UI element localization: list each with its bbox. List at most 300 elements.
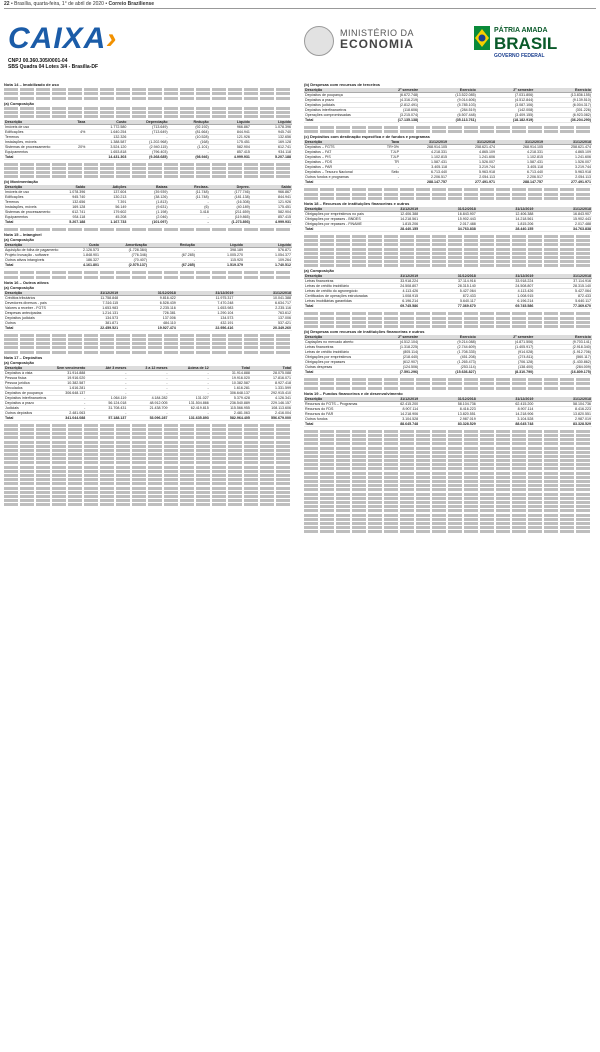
column-header: 2º semestre <box>362 88 420 93</box>
table-row <box>304 370 592 375</box>
table-cell: 3.405.118 <box>400 165 448 170</box>
text-line <box>304 235 592 238</box>
table-row <box>4 415 292 420</box>
table-cell: (5.785.103) <box>419 103 477 108</box>
strip-separator-2: • <box>105 1 108 7</box>
coat-of-arms-icon <box>304 26 334 56</box>
table-cell: 5.427.064 <box>534 289 592 294</box>
table-cell: 582.904 <box>251 210 292 215</box>
government-logo <box>494 26 557 61</box>
table-cell: 2.017.488 <box>419 221 477 226</box>
table-cell: 236.540.889 <box>210 400 251 405</box>
table-cell: 258.621.474 <box>448 145 496 150</box>
column-header: Até 3 meses <box>86 366 127 371</box>
table-cell: 872.433 <box>534 294 592 299</box>
table-cell: TR+3% <box>352 145 400 150</box>
table-cell: 88.645.748 <box>362 421 420 426</box>
table-cell: - <box>127 410 168 415</box>
table-cell: 1.102.815 <box>496 155 544 160</box>
table-cell: (168) <box>169 139 210 144</box>
table-cell: Total <box>4 154 45 159</box>
table-cell: 341.044.088 <box>45 415 86 420</box>
section-title: (b) Despesas com recursos de instituições financeiras e outros <box>304 329 425 335</box>
table-cell: - <box>169 149 210 154</box>
table-cell: Depósitos – PIS <box>304 155 352 160</box>
table-cell: 537.421 <box>234 320 292 325</box>
text-line <box>304 325 592 328</box>
table-cell: 292.915.410 <box>251 390 292 395</box>
table-cell: 2.126.573 <box>52 248 100 253</box>
table-cell: 1.526.007 <box>448 160 496 165</box>
table-cell: (1.101) <box>169 144 210 149</box>
text-line <box>4 88 292 91</box>
table-cell: Despesas antecipadas <box>4 310 62 315</box>
column-header: 31/12/2019 <box>477 397 535 402</box>
table-cell: - <box>127 134 168 139</box>
table-cell: (81.664) <box>169 129 210 134</box>
table-cell: Outras despesas <box>304 365 362 370</box>
text-line <box>304 239 592 242</box>
text-line <box>4 461 292 464</box>
table-cell: 1.616.281 <box>45 385 86 390</box>
table-cell: 381.871 <box>62 320 120 325</box>
table-cell: Obrigações por empréstimos <box>304 355 362 360</box>
table-cell: Depósitos à vista <box>4 370 45 375</box>
table-cell: - <box>148 248 196 253</box>
table-cell: Terrenos <box>4 134 45 139</box>
table-cell: Outros <box>4 320 62 325</box>
table-cell: 1.008.915 <box>362 294 420 299</box>
table-cell: Total <box>304 370 362 375</box>
table-cell: (1.265.473) <box>419 360 477 365</box>
table-cell: 1.241.606 <box>448 155 496 160</box>
table-cell: 2.481.063 <box>45 410 86 415</box>
section-title: Nota 14 – Imobilizado de uso <box>4 82 59 87</box>
text-line <box>304 484 592 487</box>
table-cell: 4.126.341 <box>251 395 292 400</box>
table-cell: 115.920 <box>196 258 244 263</box>
table-cell: 582.904 <box>210 144 251 149</box>
text-line <box>4 111 292 114</box>
table-cell: 22.956.416 <box>177 325 235 330</box>
text-line <box>4 491 292 494</box>
address-text: SBS Quadra 04 Lotes 3/4 - Brasília-DF <box>8 64 99 70</box>
column-header: Adições <box>86 185 127 190</box>
text-line <box>4 167 292 170</box>
table-cell: (1.405.917) <box>477 345 535 350</box>
column-header: Custo <box>52 243 100 248</box>
text-line <box>304 317 592 320</box>
right-column <box>304 82 592 1048</box>
table-cell: 19.927.474 <box>119 325 177 330</box>
column-header: 3 a 12 meses <box>127 366 168 371</box>
table-cell: 37.114.916 <box>534 279 592 284</box>
table-cell: 1.005.270 <box>196 253 244 258</box>
table-cell: 69.745.586 <box>362 304 420 309</box>
table-cell: (1.430.862) <box>534 360 592 365</box>
section-title: (b) Despesas com recursos de terceiros <box>304 82 381 87</box>
table-cell: 6.528.439 <box>119 300 177 305</box>
table-cell: 1.815.206 <box>362 221 420 226</box>
table-cell: Depósitos – Tesouro Nacional <box>305 170 353 175</box>
table-cell: 8.416.223 <box>419 406 477 411</box>
table-cell: Total <box>304 421 362 426</box>
table-cell: 1.616.281 <box>210 385 251 390</box>
table-cell: (451.208) <box>419 355 477 360</box>
table-cell: 62.415.200 <box>477 401 535 406</box>
column-header: Redução <box>148 243 196 248</box>
table-cell: 1.241.606 <box>544 155 592 160</box>
table-cell: 21.438.709 <box>127 405 168 410</box>
text-line <box>304 193 592 196</box>
company-info <box>8 58 98 70</box>
table-cell: Selic <box>352 170 400 175</box>
table-cell: Vinculados <box>4 385 45 390</box>
table-cell: 1.214.131 <box>62 310 120 315</box>
table-cell: 5.379.428 <box>210 395 251 400</box>
table-row <box>304 180 592 185</box>
table-cell: (13.522.085) <box>419 93 477 98</box>
text-line <box>304 530 592 533</box>
table-cell: (67.285) <box>148 253 196 258</box>
table-cell: Depósitos a prazo <box>304 98 362 103</box>
table-cell: - <box>169 375 210 380</box>
column-header: Deprec. <box>210 185 251 190</box>
table-cell: Total <box>4 263 52 268</box>
table-cell: (9.268.685) <box>127 154 168 159</box>
table-cell: Letras imobiliárias garantidas <box>304 299 362 304</box>
text-line <box>4 478 292 481</box>
column-header: Saldo <box>45 185 86 190</box>
table-cell: (118.606) <box>362 108 420 113</box>
table-row <box>4 154 292 159</box>
section-title: Nota 17 – Depósitos <box>4 354 43 360</box>
table-cell: 872.433 <box>419 294 477 299</box>
table-cell: Aquisição de folha de pagamento <box>5 248 59 253</box>
table-cell: (2.575.137) <box>100 263 148 268</box>
financial-table <box>4 366 292 421</box>
table-cell: Depósitos – FDS <box>304 160 352 165</box>
strip-separator: • <box>10 1 13 7</box>
table-cell: 12.406.388 <box>477 211 535 216</box>
text-line <box>4 171 292 174</box>
table-cell: 1.290.104 <box>177 310 235 315</box>
text-line <box>4 92 292 95</box>
table-cell: 3.524.120 <box>86 144 127 149</box>
column-header: 31/12/2018 <box>119 291 177 296</box>
table-cell: 1.054.377 <box>244 253 292 258</box>
table-cell: 1.167.733 <box>86 220 127 225</box>
table-cell: Instalações, móveis <box>4 139 45 144</box>
table-cell: - <box>148 258 196 263</box>
table-cell: 137.604 <box>86 190 127 195</box>
section-title: (c) Depósitos com destinação específica e de fundos e programas <box>304 134 430 140</box>
table-cell: 582.964.405 <box>210 415 251 420</box>
table-row <box>304 118 592 123</box>
column-header: Descrição <box>304 274 362 279</box>
text-line <box>4 107 292 110</box>
column-header: Saldo <box>251 185 292 190</box>
text-line <box>4 453 292 456</box>
table-cell: 22.459.521 <box>62 325 120 330</box>
text-line <box>304 451 592 454</box>
table-cell: TJLP <box>352 150 400 155</box>
table-cell: 13.820.551 <box>419 411 477 416</box>
table-cell: 288.147.757 <box>496 180 544 185</box>
table-cell: 77.369.670 <box>534 304 592 309</box>
table-cell: (67.285) <box>148 263 196 268</box>
text-line <box>304 197 592 200</box>
text-line <box>304 188 592 191</box>
table-cell: 277.491.971 <box>448 180 496 185</box>
table-row <box>4 263 292 268</box>
text-line <box>304 434 592 437</box>
column-header: 31/12/2019 <box>362 207 420 212</box>
section-subtitle: (a) Composição <box>4 237 35 243</box>
column-header: Descrição <box>304 88 362 93</box>
table-cell: 277.491.971 <box>544 180 592 185</box>
table-cell: 11.758.848 <box>62 295 120 300</box>
table-cell: Outros fundos e programas <box>304 175 352 180</box>
text-line <box>304 509 592 512</box>
table-cell: (6) <box>169 205 210 210</box>
table-cell: (6.672.748) <box>362 93 420 98</box>
column-header: 31/12/2018 <box>419 397 477 402</box>
table-cell: 1.640.254 <box>86 129 127 134</box>
table-cell: 17.816.071 <box>251 375 292 380</box>
table-cell: Total <box>304 226 362 231</box>
table-cell: 1.653.818 <box>86 149 127 154</box>
table-cell: 10.382.587 <box>45 380 86 385</box>
table-cell: 2.054.113 <box>448 175 496 180</box>
table-row <box>304 421 592 426</box>
table-cell: 57.188.137 <box>86 415 127 420</box>
column-header: 31/12/2018 <box>534 207 592 212</box>
financial-table <box>304 274 592 309</box>
table-cell: 966.867 <box>210 124 251 129</box>
financial-table <box>304 335 592 375</box>
patria-line2: BRASIL <box>494 34 558 53</box>
table-cell: 2.481.063 <box>210 410 251 415</box>
table-cell: Pessoa física <box>4 375 45 380</box>
table-cell: (40.189) <box>210 205 251 210</box>
text-line <box>304 505 592 508</box>
table-cell: (177.746) <box>210 190 251 195</box>
caixa-logo-mark: › <box>106 22 118 55</box>
table-cell: - <box>127 375 168 380</box>
table-cell: 121.926 <box>210 134 251 139</box>
table-cell: 4.865.109 <box>544 150 592 155</box>
table-cell: 16.843.907 <box>534 211 592 216</box>
table-cell: 5.963.918 <box>448 170 496 175</box>
column-header: 31/12/2018 <box>419 207 477 212</box>
table-cell: 69.745.586 <box>477 304 535 309</box>
table-cell: - <box>86 380 127 385</box>
table-cell: 33.918.224 <box>477 279 535 284</box>
text-line <box>304 501 592 504</box>
table-cell: Total <box>304 304 362 309</box>
table-cell: TR <box>352 160 400 165</box>
table-cell: (38.126) <box>127 195 168 200</box>
table-cell: 10.382.587 <box>210 380 251 385</box>
column-header: Descrição <box>304 140 352 145</box>
column-header: Exercício <box>419 335 477 340</box>
body-columns <box>4 82 596 1048</box>
table-cell: - <box>45 405 86 410</box>
table-cell: (2.744.609) <box>419 345 477 350</box>
text-line <box>304 480 592 483</box>
column-header: Depreciação <box>127 120 168 125</box>
table-cell: (274.811) <box>477 355 535 360</box>
column-header: Líquido <box>196 243 244 248</box>
table-cell: Judiciais <box>4 405 45 410</box>
table-cell: 306.648.137 <box>210 390 251 395</box>
table-cell: 857.415 <box>210 149 251 154</box>
table-cell: (18.182.919) <box>477 118 535 123</box>
table-cell: 2.235.116 <box>119 305 177 310</box>
table-cell: (218.440) <box>362 355 420 360</box>
table-cell: 1.815.206 <box>477 221 535 226</box>
table-cell: 37.114.916 <box>419 279 477 284</box>
text-line <box>304 514 592 517</box>
caixa-logo <box>8 22 117 56</box>
left-column <box>4 82 292 1048</box>
table-cell: (101.097) <box>127 220 168 225</box>
table-cell: (4.512.844) <box>477 98 535 103</box>
financial-table <box>4 185 292 225</box>
column-header: 31/12/2018 <box>534 274 592 279</box>
table-cell: 4.999.931 <box>210 154 251 159</box>
table-cell: 1.331.599 <box>251 385 292 390</box>
document-header <box>4 12 596 72</box>
text-line <box>4 338 292 341</box>
text-line <box>4 276 292 279</box>
text-line <box>304 442 592 445</box>
ministry-block <box>340 28 414 50</box>
flag-icon <box>474 26 490 50</box>
table-cell: 3.219.744 <box>544 165 592 170</box>
table-cell: 131.635.893 <box>169 415 210 420</box>
table-cell: (36.204.290) <box>534 118 592 123</box>
table-cell: 5.963.918 <box>544 170 592 175</box>
table-cell: 58.104.736 <box>419 401 477 406</box>
table-cell: 6.196.214 <box>477 299 535 304</box>
text-line <box>4 351 292 354</box>
table-cell: 5.207.188 <box>251 154 292 159</box>
table-cell: 2.987.019 <box>419 416 477 421</box>
text-line <box>304 518 592 521</box>
table-cell: - <box>127 390 168 395</box>
table-cell: Obrigações por repasses <box>304 360 362 365</box>
column-header: Sem vencimento <box>45 366 86 371</box>
table-cell: (142.008) <box>477 108 535 113</box>
table-cell: - <box>169 220 210 225</box>
table-cell: 137.006 <box>119 315 177 320</box>
table-cell: 48.912.005 <box>127 400 168 405</box>
column-header: Acima de 12 <box>169 366 210 371</box>
table-cell: 229.146.157 <box>251 400 292 405</box>
table-cell: 186.327 <box>52 258 100 263</box>
text-line <box>4 449 292 452</box>
table-cell: (1.198) <box>127 210 168 215</box>
table-cell: - <box>352 175 400 180</box>
table-cell: (3.409.155) <box>477 113 535 118</box>
table-cell: (3.087.106) <box>477 103 535 108</box>
table-cell: (2.918.340) <box>534 345 592 350</box>
table-cell: 14.218.906 <box>477 411 535 416</box>
table-cell: 1.740.512 <box>244 263 292 268</box>
table-cell: (7.031.806) <box>477 93 535 98</box>
table-cell: 8.927.418 <box>251 380 292 385</box>
table-cell: 108.113.606 <box>251 405 292 410</box>
financial-table <box>304 140 592 185</box>
table-cell: (124.506) <box>362 365 420 370</box>
text-line <box>4 424 292 427</box>
column-header: 31/12/2019 <box>477 274 535 279</box>
table-cell: 1.653.983 <box>177 305 235 310</box>
table-cell: (17.135.138) <box>362 118 420 123</box>
table-cell: Total <box>304 180 352 185</box>
text-line <box>4 470 292 473</box>
text-line <box>304 467 592 470</box>
table-cell: 56.149 <box>86 205 127 210</box>
table-cell: (8.310.790) <box>477 370 535 375</box>
table-cell: - <box>169 200 210 205</box>
table-cell: 88.645.748 <box>477 421 535 426</box>
table-cell: Depósitos – FGTS <box>304 145 352 150</box>
table-cell: Outros depósitos <box>4 410 45 415</box>
table-cell: (16.809.175) <box>534 370 592 375</box>
table-cell: Depósitos a prazo <box>4 400 45 405</box>
table-row <box>304 304 592 309</box>
table-cell: 1.064.119 <box>86 395 127 400</box>
table-cell: Depósitos – FAT <box>304 150 352 155</box>
text-line <box>304 526 592 529</box>
table-cell: Recursos do FDS <box>304 406 362 411</box>
table-cell: (6.923.082) <box>534 113 592 118</box>
table-cell: 1.526.007 <box>544 160 592 165</box>
text-line <box>4 334 292 337</box>
text-line <box>304 264 592 267</box>
financial-table <box>304 397 592 427</box>
table-cell: (776.346) <box>100 253 148 258</box>
table-cell: 4.161.801 <box>52 263 100 268</box>
table-cell: (9.139.510) <box>534 98 592 103</box>
table-cell: 8.907.114 <box>362 406 420 411</box>
table-cell: 945.740 <box>251 129 292 134</box>
table-cell: 1.587.431 <box>496 160 544 165</box>
table-cell: - <box>127 385 168 390</box>
section-subtitle: (b) Movimentação <box>4 179 39 185</box>
table-cell: 1.388.587 <box>86 139 127 144</box>
table-cell: (805.114) <box>362 350 420 355</box>
column-header: Descrição <box>4 291 62 296</box>
table-cell: 31.914.888 <box>210 370 251 375</box>
table-cell: 1.078.396 <box>251 124 292 129</box>
table-cell: - <box>169 380 210 385</box>
column-header: Descrição <box>4 366 45 371</box>
text-line <box>304 256 592 259</box>
text-line <box>304 243 592 246</box>
table-cell: 15.902.443 <box>534 216 592 221</box>
table-cell: - <box>86 385 127 390</box>
text-line <box>304 438 592 441</box>
table-cell: Projeto Inovação - software <box>4 253 52 258</box>
column-header: Total <box>251 366 292 371</box>
table-cell: 844.941 <box>251 195 292 200</box>
table-cell: 6.196.214 <box>362 299 420 304</box>
table-cell: 5.640.117 <box>419 299 477 304</box>
